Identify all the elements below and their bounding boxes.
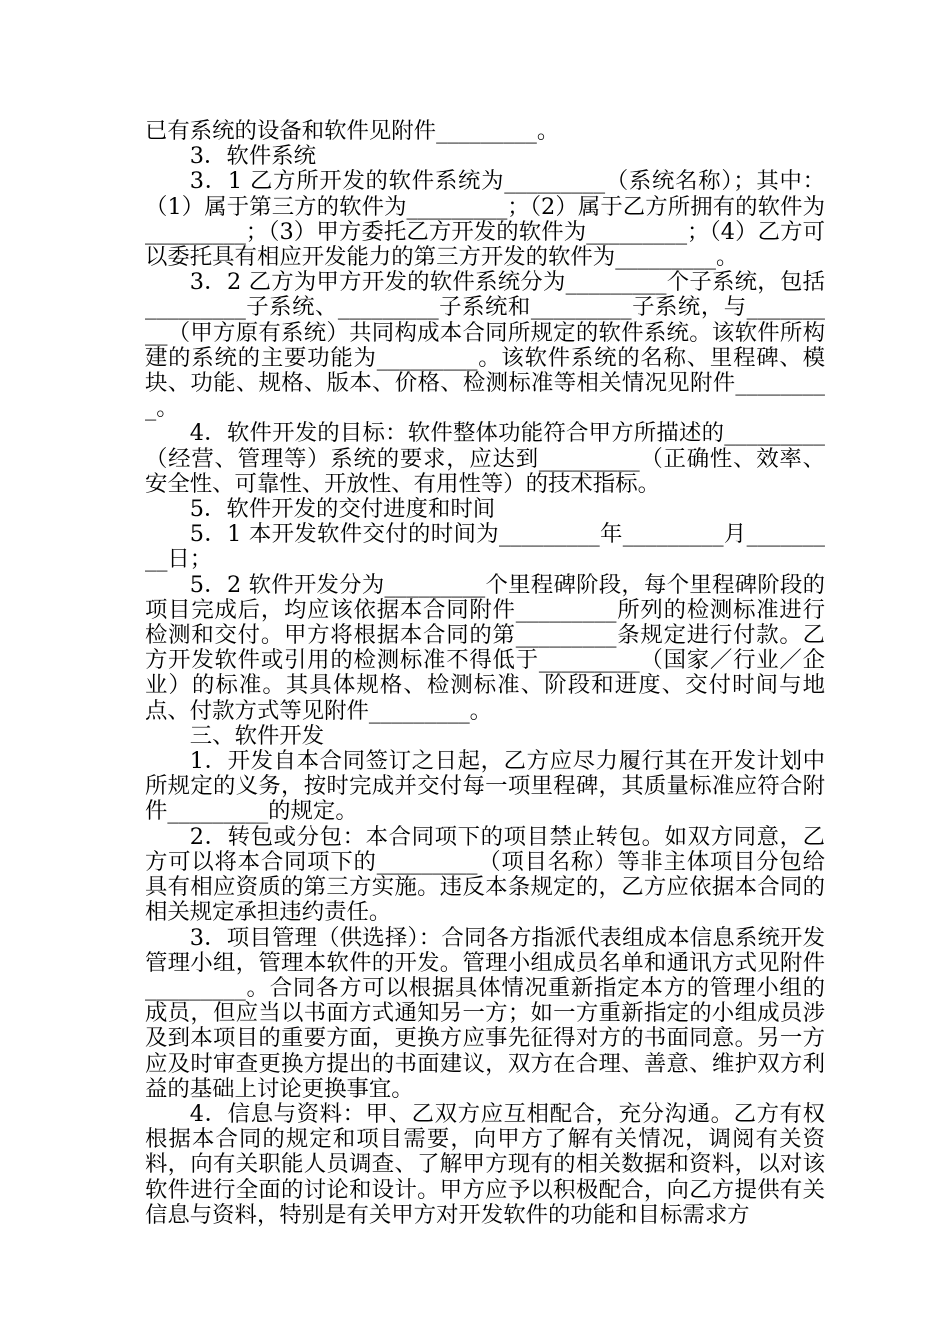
clause-5-2: 5．2 软件开发分为_________个里程碑阶段，每个里程碑阶段的项目完成后，均应该依据本合同附件_________所列的检测标准进行检测和交付。甲方将根据本合同的第_________条规定进行付款。乙方开发软件或引用的检测标准不得低于_________（国家／行业／企业）的标准。其具体规格、检测标准、阶段和进度、交付时间与地点、付款方式等见附件_________。 [145,571,825,724]
section-heading-software-system: 3．软件系统 [189,143,316,170]
paragraph-continuation: 已有系统的设备和软件见附件_________。 [145,118,560,144]
section-heading-delivery: 5．软件开发的交付进度和时间 [189,496,496,523]
clause-3-1: 3．1 乙方所开发的软件系统为_________（系统名称）；其中：（1）属于第三方的软件为_________；（2）属于乙方所拥有的软件为_________；（3）甲方委托乙方开发的软件为_________；（4）乙方可以委托具有相应开发能力的第三方开发的软件为_________。 [145,168,825,271]
document-body [145,119,825,1228]
chapter-heading-development: 三、软件开发 [189,722,325,749]
clause-dev-3-management: 3．项目管理（供选择）：合同各方指派代表组成本信息系统开发管理小组，管理本软件的开发。管理小组成员名单和通讯方式见附件_________。合同各方可以根据具体情况重新指定本方的管理小组的成员，但应当以书面方式通知另一方；如一方重新指定的小组成员涉及到本项目的重要方面，更换方应事先征得对方的书面同意。另一方应及时审查更换方提出的书面建议，双方在合理、善意、维护双方利益的基础上讨论更换事宜。 [145,924,825,1102]
clause-5-1: 5．1 本开发软件交付的时间为_________年_________月_________日； [145,521,825,573]
clause-dev-2-subcontract: 2．转包或分包：本合同项下的项目禁止转包。如双方同意，乙方可以将本合同项下的_________（项目名称）等非主体项目分包给具有相应资质的第三方实施。违反本条规定的，乙方应依据本合同的相关规定承担违约责任。 [145,823,825,926]
clause-3-2: 3．2 乙方为甲方开发的软件系统分为_________个子系统，包括_________子系统、_________子系统和_________子系统，与_________（甲方原有系统）共同构成本合同所规定的软件系统。该软件所构建的系统的主要功能为_________。该软件系统的名称、里程碑、模块、功能、规格、版本、价格、检测标准等相关情况见附件_________。 [145,269,825,422]
clause-4-goal: 4．软件开发的目标：软件整体功能符合甲方所描述的_________（经营、管理等）系统的要求，应达到_________（正确性、效率、安全性、可靠性、开放性、有用性等）的技术指标。 [145,420,825,497]
clause-dev-4-information: 4．信息与资料：甲、乙双方应互相配合，充分沟通。乙方有权根据本合同的规定和项目需要，向甲方了解有关情况，调阅有关资料，向有关职能人员调查、了解甲方现有的相关数据和资料，以对该软件进行全面的讨论和设计。甲方应予以积极配合，向乙方提供有关信息与资料，特别是有关甲方对开发软件的功能和目标需求方 [145,1100,825,1228]
clause-dev-1: 1．开发自本合同签订之日起，乙方应尽力履行其在开发计划中所规定的义务，按时完成并交付每一项里程碑，其质量标准应符合附件_________的规定。 [145,748,825,825]
